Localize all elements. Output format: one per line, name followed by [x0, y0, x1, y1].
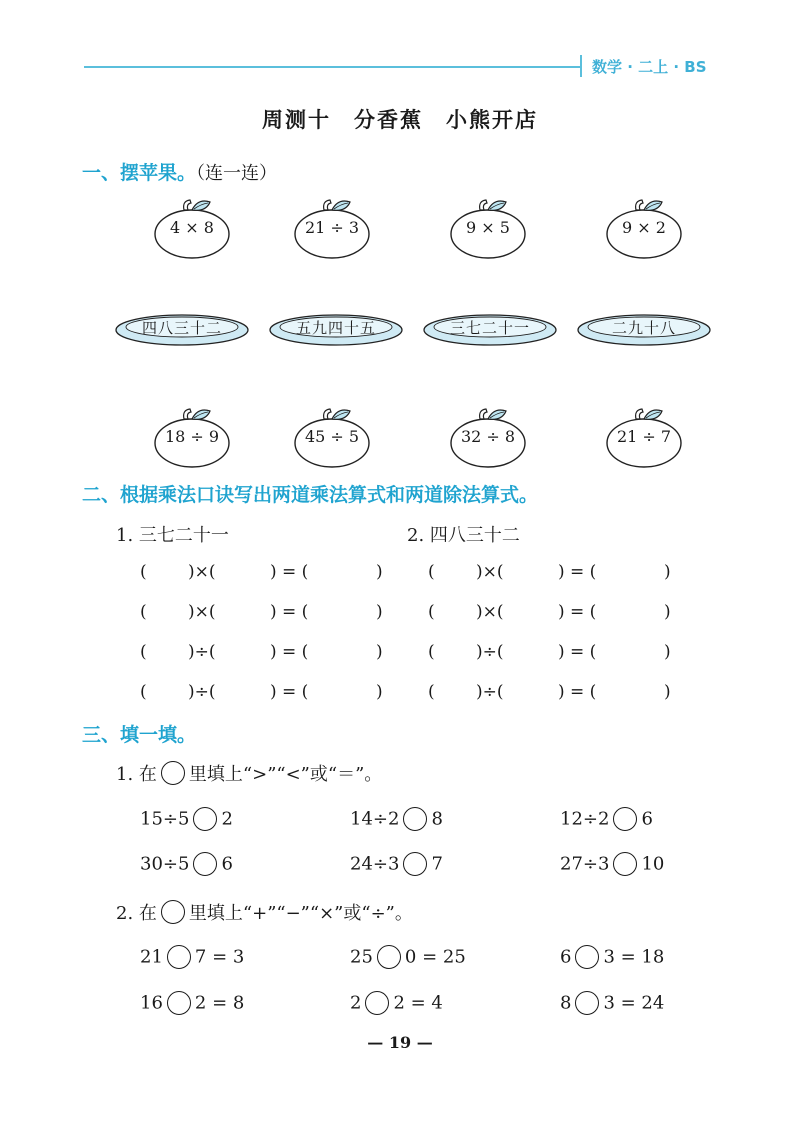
bottom-apple-2[interactable]	[284, 405, 380, 469]
answer-circle-icon[interactable]	[377, 945, 401, 969]
section2-heading: 二、根据乘法口诀写出两道乘法算式和两道除法算式。	[82, 484, 539, 506]
paren-open: (	[428, 602, 435, 622]
top-apple-1[interactable]	[144, 196, 240, 260]
top-apple-4[interactable]	[596, 196, 692, 260]
bottom-apple-3[interactable]	[440, 405, 536, 469]
paren-close: )	[376, 682, 383, 702]
compare-item-5[interactable]	[350, 852, 443, 876]
paren-open: (	[428, 682, 435, 702]
operator-blank: )×(	[188, 562, 216, 582]
answer-circle-icon[interactable]	[575, 991, 599, 1015]
operator-blank: )÷(	[476, 642, 504, 662]
header-divider	[580, 55, 582, 77]
paren-open: (	[140, 602, 147, 622]
apple-expression: 21 ÷ 3	[304, 218, 360, 237]
item-left: 6	[560, 946, 572, 968]
apple-expression: 9 × 5	[466, 218, 510, 237]
compare-item-3[interactable]	[560, 807, 653, 831]
operator-blank: )×(	[476, 562, 504, 582]
item-right: 6	[641, 808, 653, 830]
plate-text: 五九四十五	[295, 319, 376, 337]
op-item-2[interactable]	[350, 945, 466, 969]
apple-expression: 45 ÷ 5	[304, 427, 360, 446]
top-apple-2[interactable]	[284, 196, 380, 260]
s2-question-1: 1. 三七二十一	[116, 525, 229, 546]
equals-blank: ) = (	[270, 642, 309, 662]
apple-expression: 18 ÷ 9	[164, 427, 220, 446]
item-left: 25	[350, 946, 373, 968]
op-item-3[interactable]	[560, 945, 664, 969]
s3-q2-suffix: 里填上“+”“−”“×”或“÷”。	[188, 903, 413, 924]
section1-note: （连一连）	[196, 163, 278, 184]
answer-circle-icon[interactable]	[613, 807, 637, 831]
s3-question-2	[116, 899, 413, 925]
equals-blank: ) = (	[558, 602, 597, 622]
header-rule	[84, 66, 580, 68]
operator-blank: )×(	[476, 602, 504, 622]
compare-item-6[interactable]	[560, 852, 664, 876]
paren-open: (	[140, 562, 147, 582]
plate-3[interactable]	[422, 312, 558, 348]
plate-4[interactable]	[576, 312, 712, 348]
answer-circle-icon[interactable]	[575, 945, 599, 969]
op-item-1[interactable]	[140, 945, 244, 969]
top-apple-3[interactable]	[440, 196, 536, 260]
circle-icon	[161, 900, 185, 924]
compare-item-1[interactable]	[140, 807, 233, 831]
bottom-apple-1[interactable]	[144, 405, 240, 469]
item-right: 3 = 18	[603, 946, 665, 968]
item-right: 0 = 25	[404, 946, 466, 968]
item-left: 8	[560, 992, 572, 1014]
paren-close: )	[376, 562, 383, 582]
s2-question-2: 2. 四八三十二	[407, 525, 520, 546]
item-right: 8	[431, 808, 443, 830]
s3-q2-prefix: 2. 在	[116, 903, 157, 924]
item-left: 16	[140, 992, 163, 1014]
item-right: 2 = 4	[393, 992, 443, 1014]
item-right: 7 = 3	[194, 946, 245, 968]
bottom-apple-4[interactable]	[596, 405, 692, 469]
s3-q1-prefix: 1. 在	[116, 764, 157, 785]
section1-heading	[82, 158, 277, 185]
paren-close: )	[664, 602, 671, 622]
paren-close: )	[664, 682, 671, 702]
plate-text: 二九十八	[611, 319, 676, 337]
item-left: 12÷2	[560, 808, 610, 830]
item-right: 10	[641, 853, 665, 875]
op-item-4[interactable]	[140, 991, 244, 1015]
paren-open: (	[428, 562, 435, 582]
item-right: 2	[221, 808, 233, 830]
compare-item-2[interactable]	[350, 807, 443, 831]
item-left: 21	[140, 946, 163, 968]
header-label: 数学 · 二上 · BS	[592, 58, 707, 76]
apple-expression: 4 × 8	[170, 218, 214, 237]
answer-circle-icon[interactable]	[167, 991, 191, 1015]
item-right: 7	[431, 853, 443, 875]
s3-q1-suffix: 里填上“>”“<”或“＝”。	[188, 764, 383, 785]
apple-expression: 32 ÷ 8	[460, 427, 516, 446]
item-right: 3 = 24	[603, 992, 665, 1014]
paren-close: )	[376, 602, 383, 622]
paren-open: (	[140, 682, 147, 702]
answer-circle-icon[interactable]	[613, 852, 637, 876]
equals-blank: ) = (	[558, 642, 597, 662]
plate-text: 三七二十一	[449, 319, 530, 337]
answer-circle-icon[interactable]	[403, 807, 427, 831]
operator-blank: )÷(	[188, 642, 216, 662]
paren-close: )	[376, 642, 383, 662]
answer-circle-icon[interactable]	[193, 852, 217, 876]
answer-circle-icon[interactable]	[193, 807, 217, 831]
apple-expression: 21 ÷ 7	[616, 427, 672, 446]
page-title: 周测十 分香蕉 小熊开店	[262, 107, 538, 132]
page-number: — 19 —	[367, 1033, 433, 1052]
section1-title: 一、摆苹果。	[82, 162, 197, 184]
item-right: 6	[221, 853, 233, 875]
item-right: 2 = 8	[194, 992, 245, 1014]
section3-heading: 三、填一填。	[82, 724, 197, 746]
plate-text: 四八三十二	[141, 319, 222, 337]
answer-circle-icon[interactable]	[167, 945, 191, 969]
op-item-5[interactable]	[350, 991, 443, 1015]
item-left: 14÷2	[350, 808, 400, 830]
equals-blank: ) = (	[270, 562, 309, 582]
equals-blank: ) = (	[558, 562, 597, 582]
plate-1[interactable]	[114, 312, 250, 348]
operator-blank: )×(	[188, 602, 216, 622]
paren-close: )	[664, 642, 671, 662]
paren-close: )	[664, 562, 671, 582]
plate-2[interactable]	[268, 312, 404, 348]
item-left: 30÷5	[140, 853, 190, 875]
compare-item-4[interactable]	[140, 852, 233, 876]
answer-circle-icon[interactable]	[365, 991, 389, 1015]
item-left: 15÷5	[140, 808, 190, 830]
equals-blank: ) = (	[558, 682, 597, 702]
answer-circle-icon[interactable]	[403, 852, 427, 876]
equals-blank: ) = (	[270, 602, 309, 622]
item-left: 27÷3	[560, 853, 610, 875]
paren-open: (	[428, 642, 435, 662]
operator-blank: )÷(	[188, 682, 216, 702]
paren-open: (	[140, 642, 147, 662]
item-left: 2	[350, 992, 362, 1014]
op-item-6[interactable]	[560, 991, 664, 1015]
circle-icon	[161, 761, 185, 785]
apple-expression: 9 × 2	[622, 218, 666, 237]
operator-blank: )÷(	[476, 682, 504, 702]
s3-question-1	[116, 760, 382, 786]
item-left: 24÷3	[350, 853, 400, 875]
equals-blank: ) = (	[270, 682, 309, 702]
